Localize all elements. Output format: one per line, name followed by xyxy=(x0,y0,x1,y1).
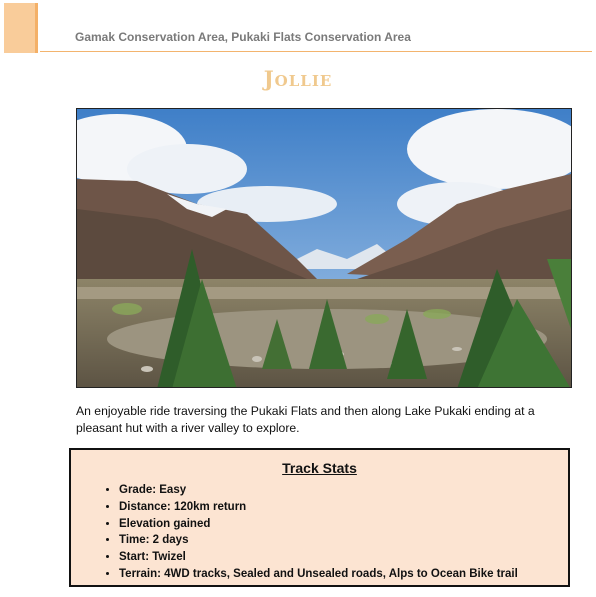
stat-elevation: • Elevation gained xyxy=(119,516,518,533)
stat-time: • Time: 2 days xyxy=(119,532,518,549)
header-breadcrumb: Gamak Conservation Area, Pukaki Flats Conservation Area xyxy=(75,30,411,44)
track-stats-box xyxy=(69,448,570,587)
stat-distance: • Distance: 120km return xyxy=(119,499,518,516)
page-title: Jollie xyxy=(263,66,333,91)
header-divider xyxy=(40,51,592,52)
stat-terrain: • Terrain: 4WD tracks, Sealed and Unsealed roads, Alps to Ocean Bike trail xyxy=(119,566,518,583)
mountain-valley-photo xyxy=(76,108,572,388)
intro-paragraph: An enjoyable ride traversing the Pukaki Flats and then along Lake Pukaki ending at a pleasant hut with a river valley to explore. xyxy=(76,404,535,435)
header-tab-marker xyxy=(4,3,38,53)
track-stats-heading: Track Stats xyxy=(282,460,357,476)
stat-start: • Start: Twizel xyxy=(119,549,518,566)
stat-grade: • Grade: Easy xyxy=(119,482,518,499)
track-stats-list xyxy=(101,482,518,583)
